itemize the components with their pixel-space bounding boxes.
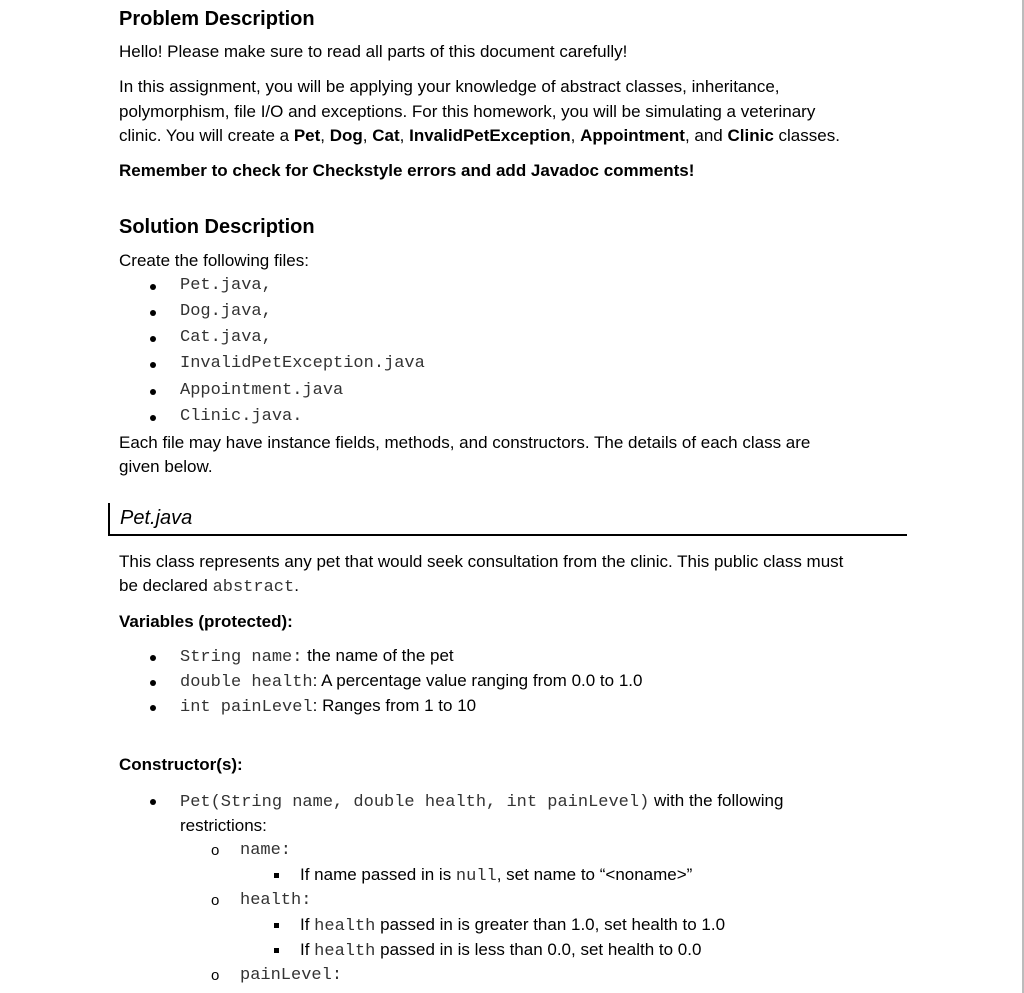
bullet <box>150 415 156 421</box>
intro-line-1: In this assignment, you will be applying your knowledge of abstract classes, inheritance, <box>119 77 780 96</box>
health-param-label: health: <box>240 891 312 910</box>
class-appointment: Appointment <box>580 126 685 145</box>
rule-text: passed in is less than 0.0, set health to 0.0 <box>375 940 702 959</box>
square-bullet <box>274 873 279 878</box>
abstract-keyword: abstract <box>212 578 295 597</box>
variable-desc: : A percentage value ranging from 0.0 to 1.0 <box>312 671 643 690</box>
solution-heading: Solution Description <box>119 216 315 238</box>
pet-desc-line-2 <box>119 576 299 597</box>
bullet <box>150 362 156 368</box>
name-param-label: name: <box>240 841 292 860</box>
bullet <box>150 389 156 395</box>
rule-text: , set name to “<noname>” <box>496 865 693 884</box>
health-rule-2 <box>300 940 701 961</box>
health-keyword: health <box>314 917 376 936</box>
create-files-text: Create the following files: <box>119 251 309 270</box>
file-item: Cat.java, <box>180 328 272 347</box>
variables-heading: Variables (protected): <box>119 612 293 631</box>
file-item: Appointment.java <box>180 381 344 400</box>
variable-item <box>180 671 642 692</box>
pet-heading-text: Pet.java <box>120 507 193 529</box>
file-item: Clinic.java. <box>180 407 303 426</box>
pet-desc-text: be declared <box>119 576 213 595</box>
constructor-code: Pet(String name, double health, int painLevel) <box>180 793 650 812</box>
bullet <box>150 799 156 805</box>
each-file-line-2: given below. <box>119 457 213 476</box>
variable-code: double health <box>180 673 313 692</box>
bullet <box>150 284 156 290</box>
constructors-heading: Constructor(s): <box>119 755 243 774</box>
bullet <box>150 310 156 316</box>
variable-code: String name: <box>180 648 303 667</box>
rule-text: If <box>300 940 315 959</box>
class-cat: Cat <box>372 126 400 145</box>
bullet <box>150 680 156 686</box>
rule-text: If <box>300 915 315 934</box>
sub-bullet: o <box>211 842 220 859</box>
null-keyword: null <box>455 867 497 886</box>
file-item: Pet.java, <box>180 276 272 295</box>
intro-text: clinic. You will create a <box>119 126 294 145</box>
separator: , <box>320 126 330 145</box>
file-item: InvalidPetException.java <box>180 354 425 373</box>
variable-item <box>180 696 476 717</box>
variable-desc: the name of the pet <box>302 646 454 665</box>
pet-section-heading <box>108 503 907 536</box>
class-dog: Dog <box>329 126 363 145</box>
constructor-text: with the following <box>649 791 784 810</box>
separator: , and <box>684 126 728 145</box>
bullet <box>150 705 156 711</box>
square-bullet <box>274 948 279 953</box>
bullet <box>150 655 156 661</box>
separator: , <box>362 126 373 145</box>
variable-desc: : Ranges from 1 to 10 <box>312 696 477 715</box>
intro-end: classes. <box>773 126 840 145</box>
variable-item <box>180 646 454 667</box>
name-rule <box>300 865 692 886</box>
rule-text: passed in is greater than 1.0, set health to 1.0 <box>375 915 726 934</box>
separator: , <box>570 126 581 145</box>
separator: , <box>399 126 410 145</box>
class-clinic: Clinic <box>727 126 774 145</box>
pet-desc-line-1: This class represents any pet that would seek consultation from the clinic. This public class must <box>119 552 844 571</box>
class-invalidpetexception: InvalidPetException <box>409 126 571 145</box>
file-item: Dog.java, <box>180 302 272 321</box>
health-rule-1 <box>300 915 725 936</box>
constructor-restrictions: restrictions: <box>180 816 267 835</box>
constructor-signature <box>180 791 783 812</box>
bullet <box>150 336 156 342</box>
sub-bullet: o <box>211 967 220 984</box>
class-pet: Pet <box>293 126 321 145</box>
each-file-line-1: Each file may have instance fields, methods, and constructors. The details of each class are <box>119 433 811 452</box>
intro-line-2: polymorphism, file I/O and exceptions. For this homework, you will be simulating a veterinary <box>119 102 816 121</box>
intro-line-3 <box>119 126 840 146</box>
rule-text: If name passed in is <box>300 865 456 884</box>
sub-bullet: o <box>211 892 220 909</box>
problem-heading: Problem Description <box>119 8 315 30</box>
reminder-text: Remember to check for Checkstyle errors and add Javadoc comments! <box>119 161 695 180</box>
square-bullet <box>274 923 279 928</box>
greeting-text: Hello! Please make sure to read all parts of this document carefully! <box>119 42 628 61</box>
painlevel-param-label: painLevel: <box>240 966 343 985</box>
variable-code: int painLevel <box>180 698 313 717</box>
health-keyword: health <box>314 942 376 961</box>
pet-desc-end: . <box>294 576 299 595</box>
